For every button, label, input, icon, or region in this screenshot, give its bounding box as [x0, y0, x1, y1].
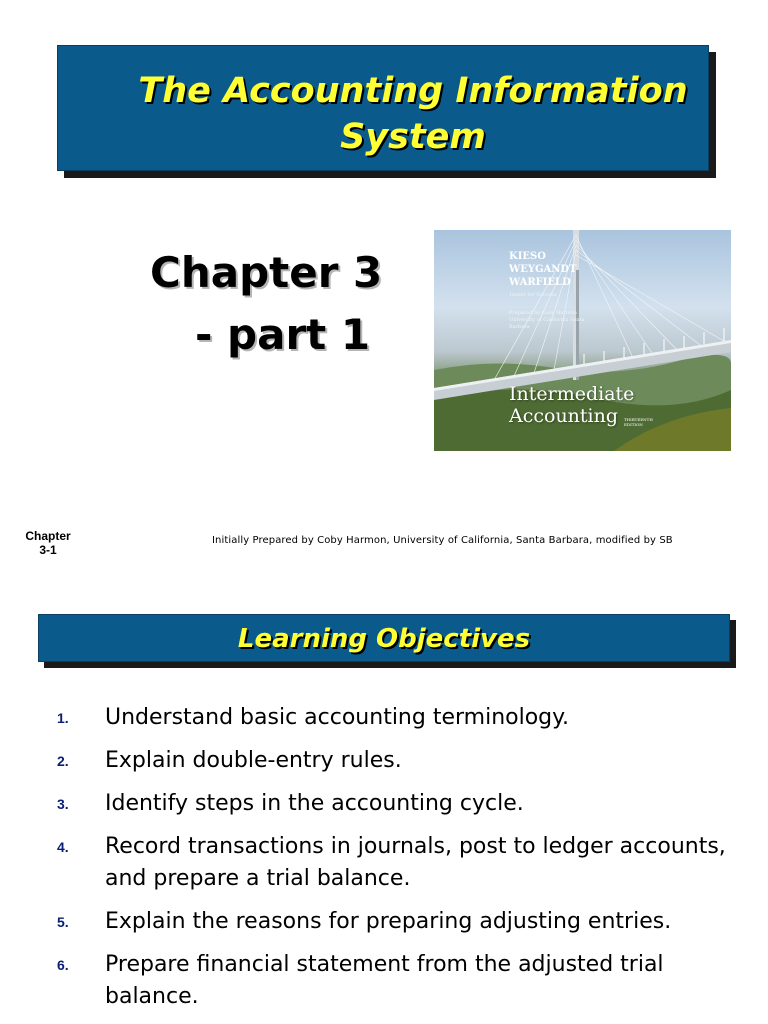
objective-item: [57, 949, 737, 1013]
objective-text: Explain the reasons for preparing adjusting entries.: [105, 909, 672, 934]
objective-text: Identify steps in the accounting cycle.: [105, 791, 524, 816]
objective-text: Prepare financial statement from the adjusted trial balance.: [105, 952, 664, 1009]
chapter-label-line-1: Chapter: [25, 529, 71, 543]
title-banner: [57, 45, 709, 171]
objective-number: 4.: [57, 839, 69, 855]
cover-edition: THIRTEENTH EDITION: [624, 417, 653, 427]
cover-author-1: KIESO: [509, 251, 546, 262]
cover-title-line-2: Accounting: [509, 405, 619, 427]
footer-credit: Initially Prepared by Coby Harmon, University of California, Santa Barbara, modified by SB: [212, 535, 673, 546]
objective-text: Record transactions in journals, post to ledger accounts, and prepare a trial balance.: [105, 834, 726, 891]
cover-title-line-1: Intermediate: [509, 383, 635, 405]
objective-number: 3.: [57, 796, 69, 812]
objective-number: 5.: [57, 914, 69, 930]
cover-author-3: WARFIELD: [509, 277, 571, 288]
objective-number: 2.: [57, 753, 69, 769]
chapter-line-1: Chapter 3: [150, 248, 383, 297]
objective-text: Explain double-entry rules.: [105, 748, 402, 773]
slide-title: The Accounting Information System: [138, 71, 688, 157]
chapter-heading: [150, 242, 382, 366]
book-cover-image: [434, 230, 731, 451]
objective-item: [57, 906, 737, 938]
chapter-label-line-2: 3-1: [39, 543, 57, 557]
learning-objectives-heading: Learning Objectives: [237, 624, 531, 654]
cover-title: [509, 383, 634, 427]
chapter-page-label: [24, 529, 72, 557]
objective-item: [57, 745, 737, 777]
objective-item: [57, 788, 737, 820]
cover-author-2: WEYGANDT: [509, 264, 577, 275]
chapter-line-2: - part 1: [195, 310, 371, 359]
objective-item: [57, 702, 737, 734]
learning-objectives-banner: [38, 614, 730, 662]
cover-prepared-by: Prepared by Coby Harmon University of California Santa Barbara: [509, 310, 585, 330]
cover-subtitle: Teaser for Success: [509, 292, 557, 298]
objective-number: 1.: [57, 710, 69, 726]
objective-item: [57, 831, 737, 895]
objective-text: Understand basic accounting terminology.: [105, 705, 570, 730]
objectives-list: [57, 702, 737, 1024]
objective-number: 6.: [57, 957, 69, 973]
cover-authors: [509, 250, 577, 289]
